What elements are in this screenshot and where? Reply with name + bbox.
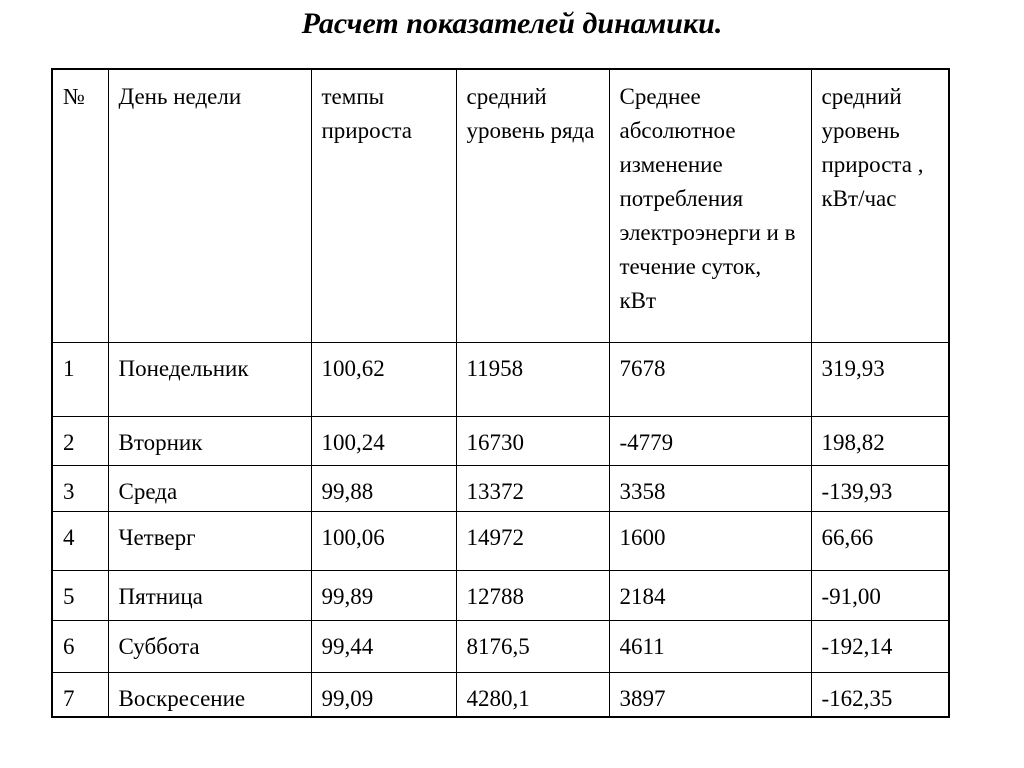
cell-growth-rate: 99,09 [311,672,456,717]
cell-absolute-change: 2184 [609,570,811,620]
cell-day: Среда [108,465,311,511]
cell-average-level: 8176,5 [456,620,609,672]
cell-growth-level: 319,93 [811,342,949,416]
cell-day: Пятница [108,570,311,620]
cell-number: 3 [52,465,108,511]
page-title: Расчет показателей динамики. [301,7,723,40]
header-average-growth-level: средний уровень прироста , кВт/час [811,69,949,342]
cell-growth-rate: 99,88 [311,465,456,511]
cell-growth-level: 198,82 [811,416,949,465]
cell-average-level: 16730 [456,416,609,465]
dynamics-table [51,68,950,718]
table-row [52,416,949,465]
cell-average-level: 13372 [456,465,609,511]
cell-number: 2 [52,416,108,465]
cell-growth-level: 66,66 [811,511,949,570]
cell-average-level: 11958 [456,342,609,416]
header-number: № [52,69,108,342]
header-average-level: средний уровень ряда [456,69,609,342]
cell-number: 4 [52,511,108,570]
cell-growth-level: -139,93 [811,465,949,511]
cell-number: 1 [52,342,108,416]
cell-number: 7 [52,672,108,717]
table-row [52,570,949,620]
cell-absolute-change: -4779 [609,416,811,465]
cell-day: Вторник [108,416,311,465]
cell-average-level: 4280,1 [456,672,609,717]
cell-average-level: 12788 [456,570,609,620]
cell-absolute-change: 1600 [609,511,811,570]
cell-growth-rate: 100,06 [311,511,456,570]
header-growth-rate: темпы прироста [311,69,456,342]
cell-growth-rate: 100,62 [311,342,456,416]
table-header-row [52,69,949,342]
cell-day: Понедельник [108,342,311,416]
cell-day: Суббота [108,620,311,672]
cell-growth-rate: 99,44 [311,620,456,672]
table-row [52,620,949,672]
cell-growth-level: -162,35 [811,672,949,717]
table-row [52,511,949,570]
cell-growth-rate: 99,89 [311,570,456,620]
cell-growth-level: -192,14 [811,620,949,672]
table-row [52,465,949,511]
cell-day: Четверг [108,511,311,570]
cell-absolute-change: 4611 [609,620,811,672]
header-average-absolute-change: Среднее абсолютное изменение потребления электроэнерги и в течение суток, кВт [609,69,811,342]
cell-growth-level: -91,00 [811,570,949,620]
cell-growth-rate: 100,24 [311,416,456,465]
cell-absolute-change: 3897 [609,672,811,717]
cell-average-level: 14972 [456,511,609,570]
cell-absolute-change: 3358 [609,465,811,511]
cell-number: 5 [52,570,108,620]
cell-number: 6 [52,620,108,672]
cell-absolute-change: 7678 [609,342,811,416]
table-row [52,342,949,416]
table-row [52,672,949,717]
cell-day: Воскресение [108,672,311,717]
header-day-of-week: День недели [108,69,311,342]
